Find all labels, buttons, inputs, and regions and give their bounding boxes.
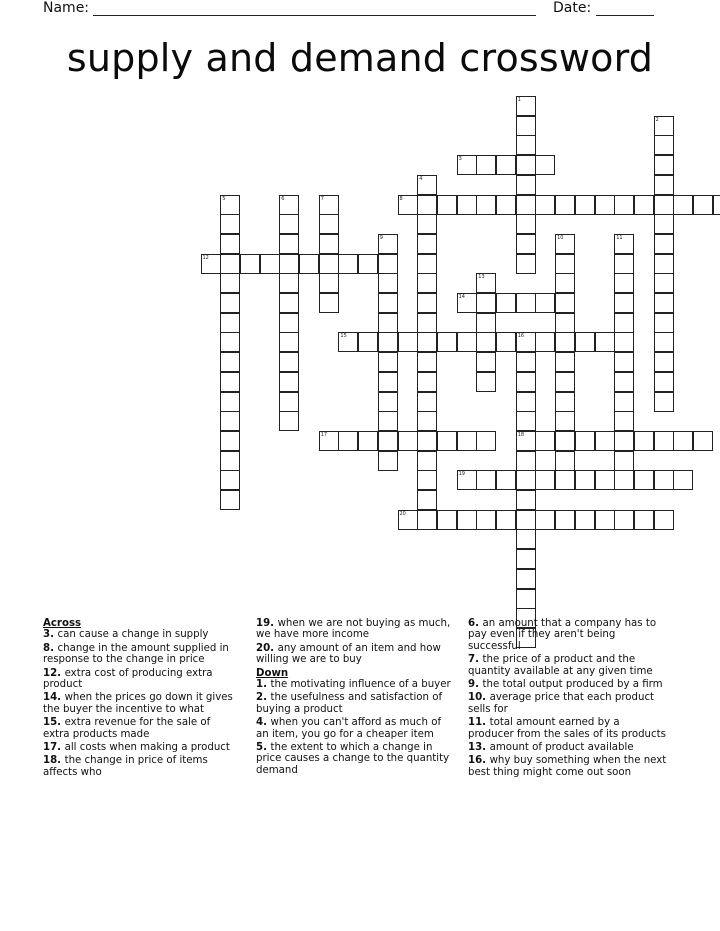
crossword-cell[interactable] [614, 234, 634, 254]
crossword-cell[interactable] [673, 470, 693, 490]
crossword-cell[interactable] [279, 273, 299, 293]
clue-number: 8. [43, 642, 58, 654]
cell-number: 16 [517, 333, 525, 340]
clue-column-3 [468, 618, 668, 780]
crossword-cell[interactable] [417, 254, 437, 274]
clue-number: 20. [256, 642, 278, 654]
down-clue [468, 717, 668, 740]
crossword-cell[interactable] [476, 313, 496, 333]
clue-number: 9. [468, 679, 483, 691]
crossword-cell[interactable] [417, 313, 437, 333]
crossword-cell[interactable] [417, 293, 437, 313]
crossword-cell[interactable] [220, 273, 240, 293]
crossword-cell[interactable] [378, 293, 398, 313]
crossword-cell[interactable] [654, 470, 674, 490]
crossword-cell[interactable] [516, 529, 536, 549]
crossword-cell[interactable] [555, 451, 575, 471]
crossword-cell[interactable] [516, 195, 536, 215]
crossword-cell[interactable] [634, 431, 654, 451]
crossword-cell[interactable] [220, 293, 240, 313]
crossword-cell[interactable] [516, 293, 536, 313]
crossword-cell[interactable] [555, 392, 575, 412]
clue-text: an amount that a company has to pay even if they aren't being successful [468, 618, 657, 652]
clue-column-2 [256, 618, 451, 778]
across-clue [43, 717, 238, 740]
crossword-cell[interactable] [535, 195, 555, 215]
crossword-cell[interactable] [417, 431, 437, 451]
clue-number: 10. [468, 692, 490, 704]
clue-text: extra cost of producing extra product [43, 667, 213, 691]
clue-text: the total output produced by a firm [482, 679, 663, 691]
crossword-cell[interactable] [614, 332, 634, 352]
cell-number: 14 [458, 294, 465, 300]
crossword-cell[interactable] [319, 431, 339, 451]
clue-number: 2. [256, 692, 271, 704]
crossword-cell[interactable] [457, 293, 477, 313]
crossword-cell[interactable] [595, 332, 615, 352]
crossword-cell[interactable] [417, 273, 437, 293]
clue-number: 4. [256, 717, 271, 729]
crossword-cell[interactable] [260, 254, 280, 274]
crossword-cell[interactable] [555, 293, 575, 313]
crossword-cell[interactable] [437, 195, 457, 215]
down-clue [468, 679, 668, 690]
cell-number: 20 [399, 510, 406, 517]
crossword-cell[interactable] [417, 195, 437, 215]
clue-text: extra revenue for the sale of extra products made [43, 717, 211, 740]
crossword-cell[interactable] [279, 234, 299, 254]
crossword-cell[interactable] [457, 195, 477, 215]
crossword-cell[interactable] [516, 155, 536, 175]
crossword-cell[interactable] [496, 195, 516, 215]
cell-number: 12 [202, 254, 209, 261]
crossword-cell[interactable] [555, 431, 575, 451]
crossword-cell[interactable] [417, 451, 437, 471]
crossword-cell[interactable] [516, 116, 536, 136]
crossword-cell[interactable] [555, 352, 575, 372]
crossword-cell[interactable] [516, 470, 536, 490]
cell-number: 13 [478, 274, 485, 281]
crossword-cell[interactable] [595, 431, 615, 451]
crossword-cell[interactable] [654, 431, 674, 451]
crossword-cell[interactable] [516, 569, 536, 589]
crossword-cell[interactable] [575, 510, 595, 530]
down-clue [256, 692, 451, 715]
date-label: Date: [553, 0, 592, 16]
down-clue [468, 755, 668, 778]
crossword-cell[interactable] [516, 332, 536, 352]
crossword-cell[interactable] [555, 411, 575, 431]
crossword-cell[interactable] [220, 490, 240, 510]
crossword-cell[interactable] [279, 313, 299, 333]
crossword-cell[interactable] [279, 214, 299, 234]
crossword-cell[interactable] [516, 96, 536, 116]
crossword-cell[interactable] [398, 431, 418, 451]
crossword-cell[interactable] [378, 273, 398, 293]
crossword-cell[interactable] [279, 195, 299, 215]
cell-number: 18 [517, 431, 525, 438]
crossword-cell[interactable] [378, 411, 398, 431]
crossword-cell[interactable] [496, 470, 516, 490]
down-clue-list [256, 679, 451, 776]
crossword-cell[interactable] [555, 313, 575, 333]
crossword-cell[interactable] [457, 510, 477, 530]
cell-number: 10 [557, 234, 564, 241]
crossword-cell[interactable] [319, 273, 339, 293]
crossword-cell[interactable] [555, 195, 575, 215]
crossword-cell[interactable] [654, 254, 674, 274]
crossword-cell[interactable] [279, 411, 299, 431]
crossword-cell[interactable] [299, 254, 319, 274]
crossword-cell[interactable] [535, 470, 555, 490]
crossword-cell[interactable] [279, 372, 299, 392]
clue-text: total amount earned by a producer from the sales of its products [468, 717, 666, 740]
crossword-cell[interactable] [220, 332, 240, 352]
crossword-cell[interactable] [654, 155, 674, 175]
clue-text: when we are not buying as much, we have more income [256, 618, 451, 641]
crossword-cell[interactable] [279, 392, 299, 412]
crossword-cell[interactable] [555, 332, 575, 352]
crossword-cell[interactable] [654, 135, 674, 155]
crossword-cell[interactable] [654, 313, 674, 333]
clue-number: 11. [468, 717, 490, 729]
crossword-cell[interactable] [319, 254, 339, 274]
crossword-cell[interactable] [654, 195, 674, 215]
down-clue [468, 692, 668, 715]
crossword-cell[interactable] [476, 510, 496, 530]
crossword-cell[interactable] [476, 155, 496, 175]
crossword-cell[interactable] [279, 254, 299, 274]
across-clue [43, 668, 238, 691]
page-title: supply and demand crossword [66, 36, 654, 80]
crossword-cell[interactable] [516, 411, 536, 431]
crossword-cell[interactable] [338, 254, 358, 274]
crossword-cell[interactable] [654, 352, 674, 372]
crossword-cell[interactable] [614, 451, 634, 471]
down-clue [468, 618, 668, 652]
clue-number: 12. [43, 667, 65, 679]
crossword-cell[interactable] [417, 175, 437, 195]
crossword-cell[interactable] [378, 451, 398, 471]
clue-number: 3. [43, 629, 58, 641]
cell-number: 5 [222, 195, 226, 202]
down-clue [256, 679, 451, 690]
crossword-cell[interactable] [220, 234, 240, 254]
crossword-cell[interactable] [693, 195, 713, 215]
crossword-cell[interactable] [496, 510, 516, 530]
crossword-cell[interactable] [614, 352, 634, 372]
crossword-cell[interactable] [220, 411, 240, 431]
down-clue-list-continued [468, 618, 668, 778]
crossword-cell[interactable] [476, 273, 496, 293]
crossword-cell[interactable] [358, 332, 378, 352]
crossword-cell[interactable] [378, 234, 398, 254]
across-clue [43, 643, 238, 666]
crossword-cell[interactable] [516, 431, 536, 451]
crossword-cell[interactable] [457, 470, 477, 490]
cell-number: 1 [517, 97, 521, 103]
crossword-cell[interactable] [417, 392, 437, 412]
crossword-cell[interactable] [358, 254, 378, 274]
crossword-cell[interactable] [398, 195, 418, 215]
crossword-cell[interactable] [713, 195, 720, 215]
crossword-cell[interactable] [516, 589, 536, 609]
crossword-cell[interactable] [476, 195, 496, 215]
crossword-cell[interactable] [614, 254, 634, 274]
crossword-cell[interactable] [378, 313, 398, 333]
crossword-cell[interactable] [358, 431, 378, 451]
across-clue [43, 755, 238, 778]
crossword-cell[interactable] [417, 352, 437, 372]
crossword-cell[interactable] [516, 451, 536, 471]
crossword-cell[interactable] [614, 470, 634, 490]
crossword-cell[interactable] [654, 510, 674, 530]
crossword-cell[interactable] [634, 470, 654, 490]
crossword-cell[interactable] [516, 214, 536, 234]
clue-text: any amount of an item and how willing we are to buy [256, 642, 441, 666]
crossword-cell[interactable] [417, 214, 437, 234]
clue-number: 13. [468, 742, 490, 754]
crossword-cell[interactable] [516, 510, 536, 530]
down-clue [256, 742, 451, 776]
crossword-cell[interactable] [535, 293, 555, 313]
clue-number: 5. [256, 742, 271, 754]
crossword-cell[interactable] [516, 234, 536, 254]
crossword-cell[interactable] [654, 234, 674, 254]
crossword-cell[interactable] [220, 214, 240, 234]
crossword-cell[interactable] [555, 510, 575, 530]
crossword-cell[interactable] [654, 332, 674, 352]
cell-number: 3 [458, 156, 462, 163]
crossword-cell[interactable] [614, 313, 634, 333]
crossword-cell[interactable] [535, 510, 555, 530]
crossword-cell[interactable] [220, 392, 240, 412]
down-clue [256, 717, 451, 740]
clue-number: 15. [43, 717, 65, 729]
across-clue [43, 692, 238, 715]
clue-text: the usefulness and satisfaction of buying a product [256, 692, 443, 715]
crossword-cell[interactable] [614, 510, 634, 530]
cell-number: 9 [379, 234, 383, 241]
crossword-cell[interactable] [654, 116, 674, 136]
clue-number: 14. [43, 692, 65, 704]
crossword-cell[interactable] [673, 195, 693, 215]
cell-number: 6 [281, 195, 285, 202]
crossword-cell[interactable] [220, 372, 240, 392]
clue-text: change in the amount supplied in response to the change in price [43, 642, 229, 666]
clue-text: all costs when making a product [64, 742, 230, 754]
across-clue [43, 742, 238, 753]
clue-text: when the prices go down it gives the buyer the incentive to what [43, 692, 233, 715]
crossword-cell[interactable] [654, 175, 674, 195]
crossword-cell[interactable] [555, 273, 575, 293]
across-clue-list [43, 629, 238, 778]
crossword-cell[interactable] [398, 332, 418, 352]
crossword-cell[interactable] [319, 214, 339, 234]
crossword-cell[interactable] [654, 293, 674, 313]
crossword-cell[interactable] [654, 214, 674, 234]
crossword-cell[interactable] [693, 431, 713, 451]
crossword-cell[interactable] [496, 155, 516, 175]
crossword-cell[interactable] [417, 234, 437, 254]
cell-number: 17 [320, 431, 328, 438]
crossword-cell[interactable] [417, 490, 437, 510]
crossword-cell[interactable] [516, 254, 536, 274]
clue-number: 17. [43, 742, 65, 754]
crossword-cell[interactable] [654, 372, 674, 392]
crossword-cell[interactable] [535, 332, 555, 352]
crossword-cell[interactable] [595, 470, 615, 490]
crossword-cell[interactable] [476, 372, 496, 392]
crossword-cell[interactable] [378, 332, 398, 352]
crossword-cell[interactable] [319, 293, 339, 313]
crossword-cell[interactable] [220, 313, 240, 333]
crossword-cell[interactable] [516, 549, 536, 569]
crossword-cell[interactable] [516, 490, 536, 510]
crossword-cell[interactable] [476, 332, 496, 352]
crossword-cell[interactable] [417, 470, 437, 490]
clue-text: the extent to which a change in price causes a change to the quantity demand [256, 742, 450, 776]
crossword-cell[interactable] [378, 254, 398, 274]
clue-text: can cause a change in supply [57, 629, 209, 641]
crossword-cell[interactable] [338, 332, 358, 352]
crossword-cell[interactable] [378, 352, 398, 372]
crossword-cell[interactable] [319, 234, 339, 254]
crossword-cell[interactable] [437, 510, 457, 530]
crossword-cell[interactable] [378, 392, 398, 412]
crossword-cell[interactable] [279, 293, 299, 313]
crossword-cell[interactable] [555, 234, 575, 254]
crossword-cell[interactable] [614, 411, 634, 431]
cell-number: 7 [320, 195, 324, 202]
crossword-cell[interactable] [417, 510, 437, 530]
crossword-cell[interactable] [516, 175, 536, 195]
crossword-cell[interactable] [437, 332, 457, 352]
clue-number: 18. [43, 755, 65, 767]
crossword-cell[interactable] [319, 195, 339, 215]
crossword-cell[interactable] [496, 293, 516, 313]
crossword-cell[interactable] [457, 431, 477, 451]
crossword-cell[interactable] [220, 470, 240, 490]
crossword-cell[interactable] [595, 510, 615, 530]
clue-text: average price that each product sells for [468, 692, 655, 715]
crossword-cell[interactable] [417, 372, 437, 392]
crossword-cell[interactable] [220, 431, 240, 451]
crossword-cell[interactable] [614, 195, 634, 215]
crossword-cell[interactable] [457, 332, 477, 352]
clue-text: the price of a product and the quantity available at any given time [468, 654, 653, 677]
across-clue [256, 643, 451, 666]
crossword-cell[interactable] [220, 254, 240, 274]
crossword-cell[interactable] [575, 470, 595, 490]
clue-text: the motivating influence of a buyer [270, 679, 451, 691]
crossword-cell[interactable] [535, 155, 555, 175]
clue-number: 6. [468, 618, 483, 629]
down-heading: Down [256, 667, 289, 679]
crossword-cell[interactable] [220, 195, 240, 215]
cell-number: 11 [616, 234, 623, 241]
down-clue [468, 742, 668, 753]
crossword-cell[interactable] [279, 352, 299, 372]
crossword-cell[interactable] [634, 195, 654, 215]
crossword-cell[interactable] [220, 352, 240, 372]
crossword-cell[interactable] [378, 431, 398, 451]
clue-column-1 [43, 618, 238, 780]
crossword-cell[interactable] [535, 431, 555, 451]
crossword-cell[interactable] [614, 372, 634, 392]
across-clue [43, 629, 238, 640]
cell-number: 19 [458, 471, 465, 478]
crossword-cell[interactable] [555, 372, 575, 392]
clue-text: the change in price of items affects who [43, 755, 208, 778]
across-clue [256, 618, 451, 641]
clue-text: when you can't afford as much of an item, you go for a cheaper item [256, 717, 442, 740]
crossword-cell[interactable] [595, 195, 615, 215]
crossword-cell[interactable] [417, 332, 437, 352]
crossword-cell[interactable] [201, 254, 221, 274]
crossword-cell[interactable] [476, 293, 496, 313]
clue-number: 1. [256, 679, 271, 691]
clue-number: 16. [468, 755, 490, 767]
crossword-cell[interactable] [555, 470, 575, 490]
crossword-cell[interactable] [516, 135, 536, 155]
crossword-cell[interactable] [240, 254, 260, 274]
crossword-cell[interactable] [220, 451, 240, 471]
name-label: Name: [43, 0, 90, 16]
cell-number: 15 [340, 333, 347, 340]
crossword-cell[interactable] [437, 431, 457, 451]
crossword-cell[interactable] [378, 372, 398, 392]
across-clue-list-continued [256, 618, 451, 666]
crossword-cell[interactable] [654, 273, 674, 293]
clue-text: why buy something when the next best thing might come out soon [468, 755, 667, 778]
crossword-cell[interactable] [398, 510, 418, 530]
crossword-cell[interactable] [496, 332, 516, 352]
crossword-cell[interactable] [555, 254, 575, 274]
clue-number: 7. [468, 654, 483, 666]
crossword-cell[interactable] [476, 431, 496, 451]
cell-number: 2 [655, 116, 659, 123]
crossword-cell[interactable] [614, 273, 634, 293]
crossword-cell[interactable] [338, 431, 358, 451]
crossword-cell[interactable] [575, 332, 595, 352]
crossword-cell[interactable] [516, 372, 536, 392]
crossword-cell[interactable] [575, 431, 595, 451]
crossword-cell[interactable] [516, 352, 536, 372]
down-clue [468, 654, 668, 677]
crossword-cell[interactable] [575, 195, 595, 215]
crossword-cell[interactable] [279, 332, 299, 352]
crossword-cell[interactable] [673, 431, 693, 451]
cell-number: 8 [399, 195, 403, 202]
crossword-cell[interactable] [457, 155, 477, 175]
crossword-cell[interactable] [417, 411, 437, 431]
crossword-cell[interactable] [614, 293, 634, 313]
crossword-cell[interactable] [476, 470, 496, 490]
crossword-cell[interactable] [516, 392, 536, 412]
clue-text: amount of product available [489, 742, 634, 754]
crossword-cell[interactable] [654, 392, 674, 412]
crossword-cell[interactable] [614, 431, 634, 451]
crossword-cell[interactable] [614, 392, 634, 412]
across-heading: Across [43, 618, 82, 629]
clue-number: 19. [256, 618, 278, 629]
crossword-cell[interactable] [476, 352, 496, 372]
crossword-cell[interactable] [634, 510, 654, 530]
cell-number: 4 [419, 175, 423, 182]
